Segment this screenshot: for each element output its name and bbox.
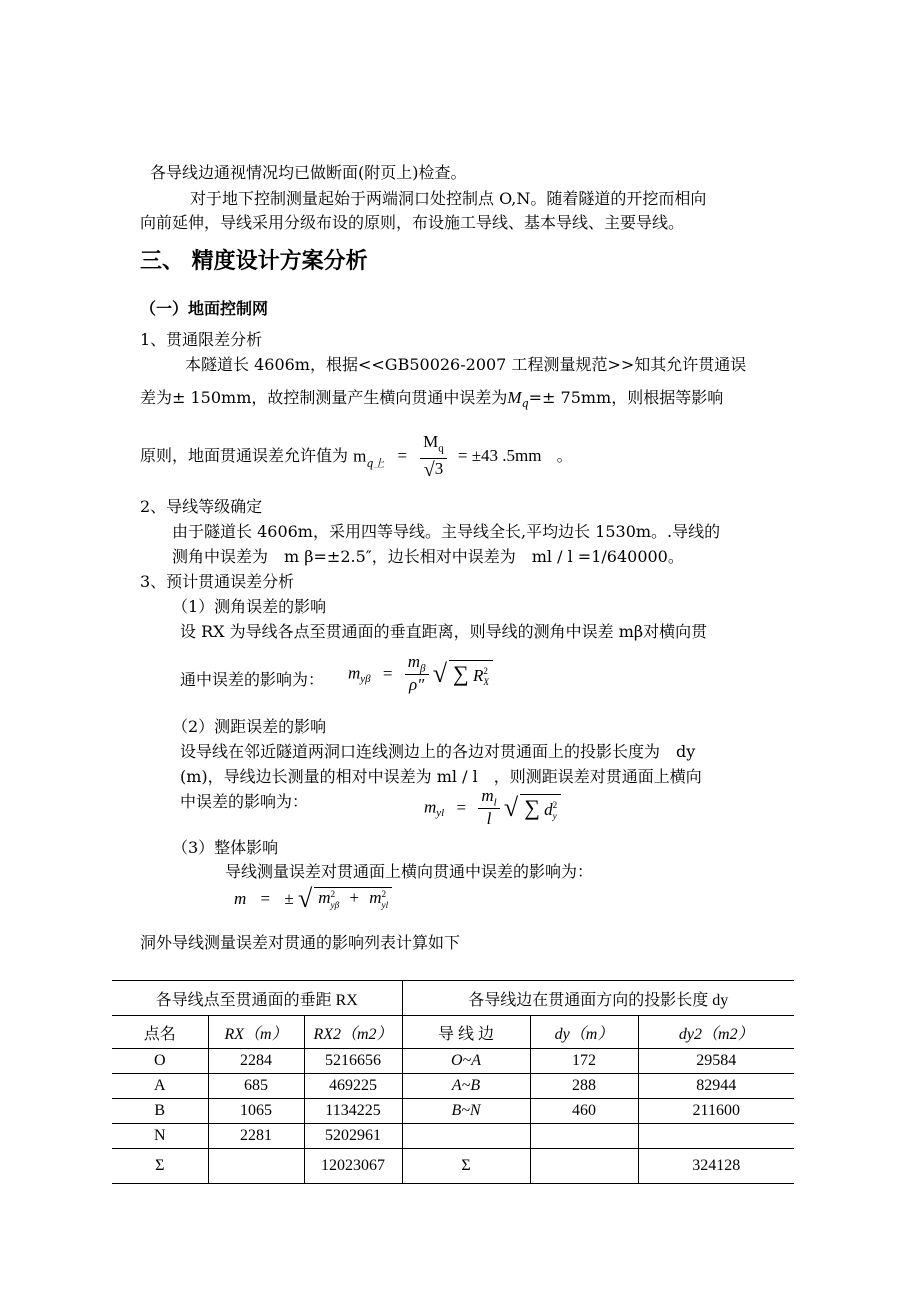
sub-1-line-2: 通中误差的影响为： bbox=[180, 670, 325, 689]
table-cell: A bbox=[112, 1074, 208, 1099]
col-header: 导 线 边 bbox=[402, 1016, 530, 1049]
table-sum-row bbox=[112, 1149, 794, 1184]
table-cell: B bbox=[112, 1099, 208, 1124]
table-cell: O bbox=[112, 1049, 208, 1074]
table-cell: 288 bbox=[530, 1074, 638, 1099]
table-cell bbox=[530, 1124, 638, 1149]
p1-line-1: 本隧道长 4606m，根据<<GB50026-2007 工程测量规范>>知其允许贯通误 bbox=[185, 355, 747, 374]
table-cell: 5216656 bbox=[304, 1049, 402, 1074]
formula-distance-error: $m_{yl}$ = $\frac{m_l}{l}$ √ ∑ d 2 y bbox=[424, 786, 561, 832]
section-title: 三、 精度设计方案分析 bbox=[140, 249, 368, 274]
sub-1-line-1: 设 RX 为导线各点至贯通面的垂直距离，则导线的测角中误差 mβ对横向贯 bbox=[180, 622, 708, 641]
table-cell: 324128 bbox=[638, 1149, 794, 1184]
intro-line-1: 各导线边通视情况均已做断面(附页上)检查。 bbox=[150, 163, 467, 182]
heading-1: 1、贯通限差分析 bbox=[140, 330, 263, 349]
table-cell: Σ bbox=[112, 1149, 208, 1184]
table-cell: 1065 bbox=[208, 1099, 304, 1124]
formula-total-error: m = ± √ m 2 yβ + m 2 yl bbox=[234, 884, 392, 920]
p2-line-1: 由于隧道长 4606m，采用四等导线。主导线全长,平均边长 1530m。.导线的 bbox=[172, 522, 721, 541]
col-header: 点名 bbox=[112, 1016, 208, 1049]
sub-3-title: （3）整体影响 bbox=[172, 838, 279, 857]
table-cell: 211600 bbox=[638, 1099, 794, 1124]
sub-2-line-1: 设导线在邻近隧道两洞口连线测边上的各边对贯通面上的投影长度为 dy bbox=[180, 742, 696, 761]
table-cell: 172 bbox=[530, 1049, 638, 1074]
table-header-row bbox=[112, 1016, 794, 1049]
table-cell: Σ bbox=[402, 1149, 530, 1184]
table-cell: B~N bbox=[402, 1099, 530, 1124]
table-cell: 685 bbox=[208, 1074, 304, 1099]
table-cell: 2281 bbox=[208, 1124, 304, 1149]
col-header: RX2（m2） bbox=[304, 1016, 402, 1049]
table-row bbox=[112, 1099, 794, 1124]
ground-error-fraction: $\frac{M_q}{√3}$ bbox=[420, 432, 447, 480]
table-caption: 洞外导线测量误差对贯通的影响列表计算如下 bbox=[140, 933, 461, 952]
sub-3-line-1: 导线测量误差对贯通面上横向贯通中误差的影响为： bbox=[225, 862, 594, 881]
col-header: RX（m） bbox=[208, 1016, 304, 1049]
sub-1-title: （1）测角误差的影响 bbox=[172, 597, 327, 616]
heading-2: 2、导线等级确定 bbox=[140, 497, 263, 516]
table-cell bbox=[530, 1149, 638, 1184]
table-cell: 1134225 bbox=[304, 1099, 402, 1124]
sub-2-line-2: (m)，导线边长测量的相对中误差为 ml / l ，则测距误差对贯通面上横向 bbox=[180, 767, 702, 786]
table-cell: N bbox=[112, 1124, 208, 1149]
sub-2-line-3: 中误差的影响为： bbox=[180, 792, 309, 811]
formula-angle-error: $m_{y\beta}$ = $\frac{m_\beta}{\rho''}$ √ ∑ R 2 X bbox=[348, 652, 493, 708]
table-cell: 12023067 bbox=[304, 1149, 402, 1184]
intro-line-2: 对于地下控制测量起始于两端洞口处控制点 O,N。随着隧道的开挖而相向 bbox=[190, 189, 707, 208]
table-cell: 460 bbox=[530, 1099, 638, 1124]
col-header: dy2（m2） bbox=[638, 1016, 794, 1049]
table-group-header bbox=[112, 981, 794, 1016]
table-row bbox=[112, 1049, 794, 1074]
table-cell: 469225 bbox=[304, 1074, 402, 1099]
p1-line-2: 差为± 150mm，故控制测量产生横向贯通中误差为$M_q=\pm 75mm$，则根据等影响 bbox=[140, 388, 724, 411]
table-cell: 29584 bbox=[638, 1049, 794, 1074]
subsection-title: （一）地面控制网 bbox=[140, 299, 269, 318]
group-header-rx: 各导线点至贯通面的垂距 RX bbox=[112, 981, 402, 1016]
table-cell: O~A bbox=[402, 1049, 530, 1074]
table-cell: 2284 bbox=[208, 1049, 304, 1074]
sub-2-title: （2）测距误差的影响 bbox=[172, 717, 327, 736]
table-cell: 82944 bbox=[638, 1074, 794, 1099]
col-header: dy（m） bbox=[530, 1016, 638, 1049]
group-header-dy: 各导线边在贯通面方向的投影长度 dy bbox=[402, 981, 794, 1016]
intro-line-3: 向前延伸，导线采用分级布设的原则，布设施工导线、基本导线、主要导线。 bbox=[140, 213, 685, 232]
table-cell bbox=[638, 1124, 794, 1149]
table-row bbox=[112, 1124, 794, 1149]
table-cell: A~B bbox=[402, 1074, 530, 1099]
table-cell: 5202961 bbox=[304, 1124, 402, 1149]
table-cell bbox=[208, 1149, 304, 1184]
table-row bbox=[112, 1074, 794, 1099]
p2-line-2: 测角中误差为 m β=±2.5″，边长相对中误差为 ml / l =1/640000。 bbox=[172, 547, 684, 566]
heading-3: 3、预计贯通误差分析 bbox=[140, 572, 295, 591]
table-cell bbox=[402, 1124, 530, 1149]
error-table bbox=[112, 980, 794, 1184]
p1-line-3: 原则，地面贯通误差允许值为 $m_{q上}$ = $\frac{M_q}{√3}$ = ±43 .5mm 。 bbox=[140, 432, 573, 482]
